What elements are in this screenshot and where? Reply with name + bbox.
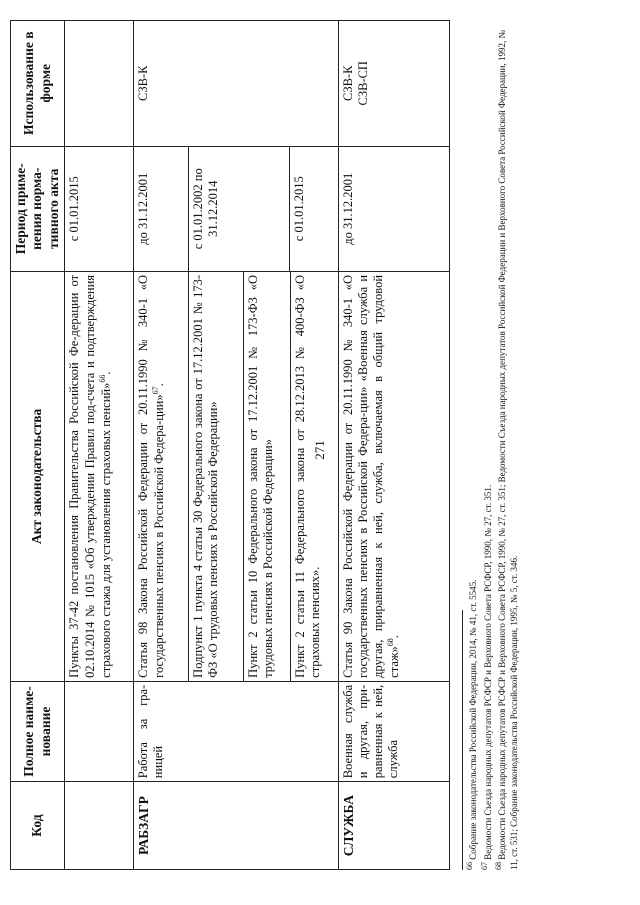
footnote-ref: 66 (97, 374, 107, 383)
footnote-ref: 68 (386, 638, 396, 647)
header-name: Полное наиме-нование (11, 681, 65, 781)
row-act: Статья 90 Закона Российской Федерации от 20.11.1990 № 340-1 «О государственных пенсиях в Российской Федера-ции» «Военная служба и другая, приравненная к ней, служба, включаемая в общий трудовой стаж»$^{68}$. (338, 271, 449, 681)
act-item: Статья 98 Закона Российской Федерации от 20.11.1990 № 340-1 «О государственных пенсиях в Российской Федера-ции»$^{67}$. (136, 274, 167, 678)
legislation-table (10, 20, 450, 870)
table-row (65, 21, 134, 870)
page-number: 271 (312, 440, 327, 460)
row-code (65, 782, 134, 870)
row-period: с 01.01.2015 (65, 146, 134, 271)
row-acts (134, 271, 338, 681)
footnote-divider (462, 610, 463, 870)
row-usage: СЗВ-К (134, 21, 338, 147)
header-period: Период приме-нения норма-тивного акта (11, 146, 65, 271)
table-row (134, 21, 338, 870)
period-item: с 01.01.2002 по 31.12.2014 (188, 147, 289, 271)
table-row (338, 21, 449, 870)
period-item: до 31.12.2001 (136, 172, 151, 245)
header-act: Акт законодательства (11, 271, 65, 681)
row-code: СЛУЖБА (338, 782, 449, 870)
table-header-row (11, 21, 65, 870)
row-act: Пункты 37-42 постановления Правительства Российской Фе-дерации от 02.10.2014 № 1015 «Об утверждении Правил под-счета и подтверждения страхового стажа для установления страховых пенсий»$^{66}$. (65, 271, 134, 681)
footnote: $^{66}$ Собрание законодательства Российской Федерации, 2014, № 41, ст. 5545. (465, 579, 478, 870)
footnote-ref: 67 (151, 386, 161, 395)
header-usage: Использование в форме (11, 21, 65, 147)
act-item: Подпункт 1 пункта 4 статьи 30 Федерального закона от 17.12.2001 № 173-ФЗ «О трудовых пенсиях в Российской Федерации» (188, 272, 243, 681)
row-period: до 31.12.2001 (338, 146, 449, 271)
row-usage: СЗВ-К СЗВ-СП (338, 21, 449, 147)
row-name: Работа за гра-ницей (134, 681, 338, 781)
footnote: $^{67}$ Ведомости Съезда народных депутатов РСФСР и Верховного Совета РСФСР, 1990, № 27, ст. 351. (479, 484, 493, 870)
row-name: Военная служба и другая, при-равненная к ней, служба (338, 681, 449, 781)
footnote: $^{68}$ Ведомости Съезда народных депутатов РСФСР и Верховного Совета РСФСР, 1990, № 27, ст. 351; Ведомости Съезда народных депутатов Российской Федерации и Верховного Совета Российской Федерации, 1992, № 11, ст. 531; Собрание законодательства Российской Федерации, 1995, № 5, ст. 346. (494, 29, 520, 870)
row-code: РАБЗАГР (134, 782, 338, 870)
period-item: с 01.01.2015 (289, 147, 334, 271)
act-item: Пункт 2 статьи 11 Федерального закона от 28.12.2013 № 400-ФЗ «О страховых пенсиях». (290, 272, 335, 681)
row-periods (134, 146, 338, 271)
footnotes (462, 20, 521, 870)
act-item: Пункт 2 статьи 10 Федерального закона от 17.12.2001 № 173-ФЗ «О трудовых пенсиях в Российской Федерации» (243, 272, 290, 681)
header-code: Код (11, 782, 65, 870)
rotated-page-content (10, 20, 600, 890)
row-usage (65, 21, 134, 147)
row-name (65, 681, 134, 781)
